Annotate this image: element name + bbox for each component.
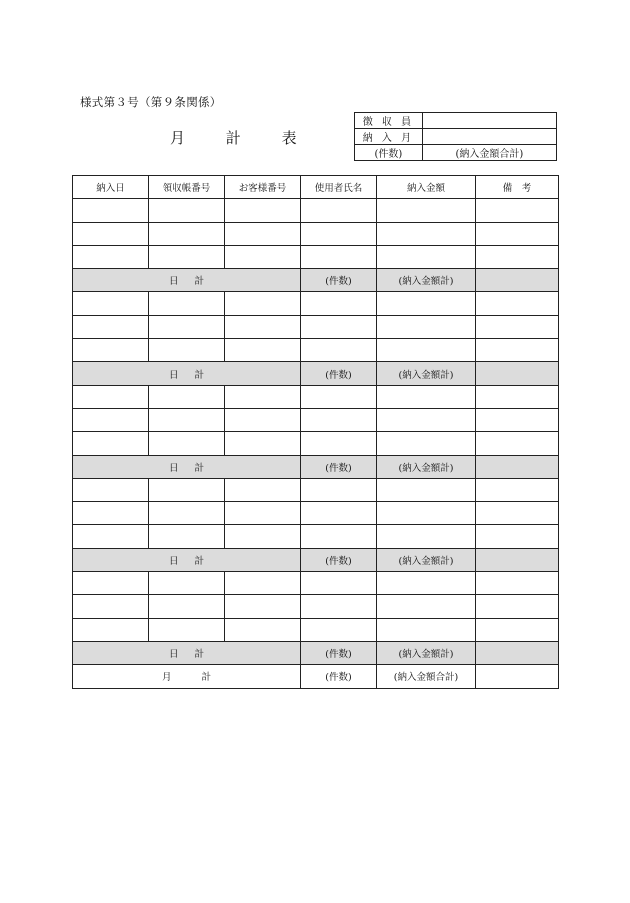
daily-total-label <box>73 362 301 385</box>
monthly-count-cell[interactable]: (件数) <box>301 665 377 688</box>
cell-payment-amount[interactable] <box>377 292 476 315</box>
cell-customer-no[interactable] <box>225 478 301 501</box>
daily-total-row <box>73 641 559 664</box>
cell-receipt-book-no[interactable] <box>149 245 225 268</box>
daily-amount-cell[interactable]: (納入金額計) <box>377 362 476 385</box>
cell-user-name[interactable] <box>301 618 377 641</box>
cell-receipt-book-no[interactable] <box>149 595 225 618</box>
cell-payment-amount[interactable] <box>377 245 476 268</box>
cell-user-name[interactable] <box>301 315 377 338</box>
daily-total-row <box>73 548 559 571</box>
title-char: 表 <box>281 129 297 147</box>
table-row <box>73 245 559 268</box>
cell-receipt-book-no[interactable] <box>149 432 225 455</box>
title-char: 月 <box>170 129 186 147</box>
daily-total-label-text: 日 <box>168 276 179 288</box>
info-amount-total-cell[interactable]: (納入金額合計) <box>422 145 556 161</box>
cell-receipt-book-no[interactable] <box>149 502 225 525</box>
table-row <box>73 315 559 338</box>
cell-payment-amount[interactable] <box>377 222 476 245</box>
cell-customer-no[interactable] <box>225 525 301 548</box>
header-payment-date: 納入日 <box>73 176 149 199</box>
cell-receipt-book-no[interactable] <box>149 339 225 362</box>
cell-payment-amount[interactable] <box>377 502 476 525</box>
cell-receipt-book-no[interactable] <box>149 292 225 315</box>
cell-receipt-book-no[interactable] <box>149 525 225 548</box>
payment-month-row <box>355 129 557 145</box>
cell-payment-date[interactable] <box>73 222 149 245</box>
daily-remarks-cell[interactable] <box>476 641 559 664</box>
daily-remarks-cell[interactable] <box>476 548 559 571</box>
daily-amount-cell[interactable]: (納入金額計) <box>377 455 476 478</box>
daily-total-row <box>73 455 559 478</box>
cell-user-name[interactable] <box>301 222 377 245</box>
cell-customer-no[interactable] <box>225 199 301 222</box>
info-count-cell[interactable]: (件数) <box>355 145 423 161</box>
cell-customer-no[interactable] <box>225 385 301 408</box>
cell-user-name[interactable] <box>301 408 377 431</box>
cell-remarks[interactable] <box>476 315 559 338</box>
table-row <box>73 385 559 408</box>
table-row <box>73 478 559 501</box>
cell-payment-date[interactable] <box>73 245 149 268</box>
cell-customer-no[interactable] <box>225 245 301 268</box>
cell-remarks[interactable] <box>476 385 559 408</box>
cell-customer-no[interactable] <box>225 292 301 315</box>
cell-remarks[interactable] <box>476 245 559 268</box>
cell-payment-date[interactable] <box>73 315 149 338</box>
cell-receipt-book-no[interactable] <box>149 385 225 408</box>
table-row <box>73 339 559 362</box>
cell-remarks[interactable] <box>476 292 559 315</box>
daily-total-label-text: 日 <box>168 369 179 381</box>
cell-receipt-book-no[interactable] <box>149 199 225 222</box>
table-row <box>73 222 559 245</box>
daily-total-label <box>73 269 301 292</box>
cell-payment-date[interactable] <box>73 502 149 525</box>
header-receipt-book-no: 領収帳番号 <box>149 176 225 199</box>
cell-receipt-book-no[interactable] <box>149 408 225 431</box>
cell-payment-date[interactable] <box>73 478 149 501</box>
monthly-remarks-cell[interactable] <box>476 665 559 688</box>
cell-customer-no[interactable] <box>225 572 301 595</box>
cell-customer-no[interactable] <box>225 339 301 362</box>
cell-customer-no[interactable] <box>225 222 301 245</box>
table-row <box>73 502 559 525</box>
table-row <box>73 618 559 641</box>
monthly-total-label-text: 月 <box>161 672 172 684</box>
cell-user-name[interactable] <box>301 385 377 408</box>
cell-payment-amount[interactable] <box>377 315 476 338</box>
daily-count-cell[interactable]: (件数) <box>301 548 377 571</box>
cell-payment-amount[interactable] <box>377 199 476 222</box>
cell-payment-date[interactable] <box>73 292 149 315</box>
payment-month-label: 納 入 月 <box>355 129 423 145</box>
daily-count-cell[interactable]: (件数) <box>301 455 377 478</box>
cell-payment-amount[interactable] <box>377 432 476 455</box>
cell-customer-no[interactable] <box>225 595 301 618</box>
daily-total-label-text: 計 <box>194 462 205 474</box>
title-char: 計 <box>225 129 241 147</box>
cell-remarks[interactable] <box>476 478 559 501</box>
cell-payment-amount[interactable] <box>377 595 476 618</box>
table-row <box>73 292 559 315</box>
daily-total-label-text: 計 <box>194 276 205 288</box>
cell-user-name[interactable] <box>301 502 377 525</box>
cell-remarks[interactable] <box>476 222 559 245</box>
cell-payment-date[interactable] <box>73 572 149 595</box>
payment-month-value[interactable] <box>422 129 556 145</box>
cell-user-name[interactable] <box>301 525 377 548</box>
table-row <box>73 408 559 431</box>
cell-user-name[interactable] <box>301 245 377 268</box>
header-user-name: 使用者氏名 <box>301 176 377 199</box>
cell-payment-date[interactable] <box>73 595 149 618</box>
cell-customer-no[interactable] <box>225 502 301 525</box>
cell-payment-date[interactable] <box>73 432 149 455</box>
collector-value[interactable] <box>422 113 556 129</box>
cell-remarks[interactable] <box>476 502 559 525</box>
cell-remarks[interactable] <box>476 339 559 362</box>
daily-total-label-text: 計 <box>194 555 205 567</box>
cell-receipt-book-no[interactable] <box>149 222 225 245</box>
cell-remarks[interactable] <box>476 408 559 431</box>
daily-total-label <box>73 455 301 478</box>
monthly-amount-cell[interactable]: (納入金額合計) <box>377 665 476 688</box>
collector-row <box>355 113 557 129</box>
table-row <box>73 199 559 222</box>
header-customer-no: お客様番号 <box>225 176 301 199</box>
daily-amount-cell[interactable]: (納入金額計) <box>377 641 476 664</box>
table-row <box>73 432 559 455</box>
cell-payment-amount[interactable] <box>377 478 476 501</box>
monthly-total-label <box>73 665 301 688</box>
daily-remarks-cell[interactable] <box>476 455 559 478</box>
daily-total-label-text: 日 <box>168 462 179 474</box>
daily-count-cell[interactable]: (件数) <box>301 362 377 385</box>
cell-user-name[interactable] <box>301 572 377 595</box>
ledger-header-row <box>73 176 559 199</box>
collector-info-box <box>354 112 557 161</box>
cell-customer-no[interactable] <box>225 618 301 641</box>
table-row <box>73 595 559 618</box>
cell-payment-amount[interactable] <box>377 618 476 641</box>
header-payment-amount: 納入金額 <box>377 176 476 199</box>
cell-receipt-book-no[interactable] <box>149 618 225 641</box>
daily-remarks-cell[interactable] <box>476 362 559 385</box>
cell-user-name[interactable] <box>301 595 377 618</box>
table-row <box>73 572 559 595</box>
cell-payment-amount[interactable] <box>377 339 476 362</box>
cell-payment-amount[interactable] <box>377 385 476 408</box>
collector-label: 徴 収 員 <box>355 113 423 129</box>
cell-remarks[interactable] <box>476 199 559 222</box>
monthly-total-row <box>73 665 559 688</box>
cell-payment-amount[interactable] <box>377 525 476 548</box>
cell-customer-no[interactable] <box>225 432 301 455</box>
cell-user-name[interactable] <box>301 478 377 501</box>
daily-count-cell[interactable]: (件数) <box>301 641 377 664</box>
cell-payment-date[interactable] <box>73 408 149 431</box>
daily-total-label-text: 計 <box>194 649 205 661</box>
cell-payment-amount[interactable] <box>377 572 476 595</box>
cell-remarks[interactable] <box>476 572 559 595</box>
cell-customer-no[interactable] <box>225 408 301 431</box>
daily-total-label <box>73 641 301 664</box>
cell-user-name[interactable] <box>301 199 377 222</box>
cell-receipt-book-no[interactable] <box>149 315 225 338</box>
daily-total-row <box>73 362 559 385</box>
ledger-table <box>72 175 559 689</box>
cell-receipt-book-no[interactable] <box>149 478 225 501</box>
daily-total-label-text: 日 <box>168 555 179 567</box>
cell-user-name[interactable] <box>301 292 377 315</box>
cell-payment-amount[interactable] <box>377 408 476 431</box>
page-title <box>170 127 297 148</box>
daily-remarks-cell[interactable] <box>476 269 559 292</box>
daily-total-label-text: 計 <box>194 369 205 381</box>
cell-payment-date[interactable] <box>73 618 149 641</box>
daily-total-label <box>73 548 301 571</box>
cell-remarks[interactable] <box>476 525 559 548</box>
cell-receipt-book-no[interactable] <box>149 572 225 595</box>
daily-count-cell[interactable]: (件数) <box>301 269 377 292</box>
monthly-total-label-text: 計 <box>201 672 212 684</box>
header-remarks: 備 考 <box>476 176 559 199</box>
form-number: 様式第３号（第９条関係） <box>80 95 222 109</box>
ledger-body <box>73 199 559 688</box>
table-row <box>73 525 559 548</box>
info-totals-row <box>355 145 557 161</box>
cell-payment-date[interactable] <box>73 339 149 362</box>
cell-payment-date[interactable] <box>73 199 149 222</box>
cell-remarks[interactable] <box>476 432 559 455</box>
daily-amount-cell[interactable]: (納入金額計) <box>377 548 476 571</box>
cell-customer-no[interactable] <box>225 315 301 338</box>
cell-remarks[interactable] <box>476 618 559 641</box>
cell-payment-date[interactable] <box>73 525 149 548</box>
daily-total-label-text: 日 <box>168 649 179 661</box>
cell-user-name[interactable] <box>301 432 377 455</box>
cell-user-name[interactable] <box>301 339 377 362</box>
daily-total-row <box>73 269 559 292</box>
cell-remarks[interactable] <box>476 595 559 618</box>
cell-payment-date[interactable] <box>73 385 149 408</box>
daily-amount-cell[interactable]: (納入金額計) <box>377 269 476 292</box>
